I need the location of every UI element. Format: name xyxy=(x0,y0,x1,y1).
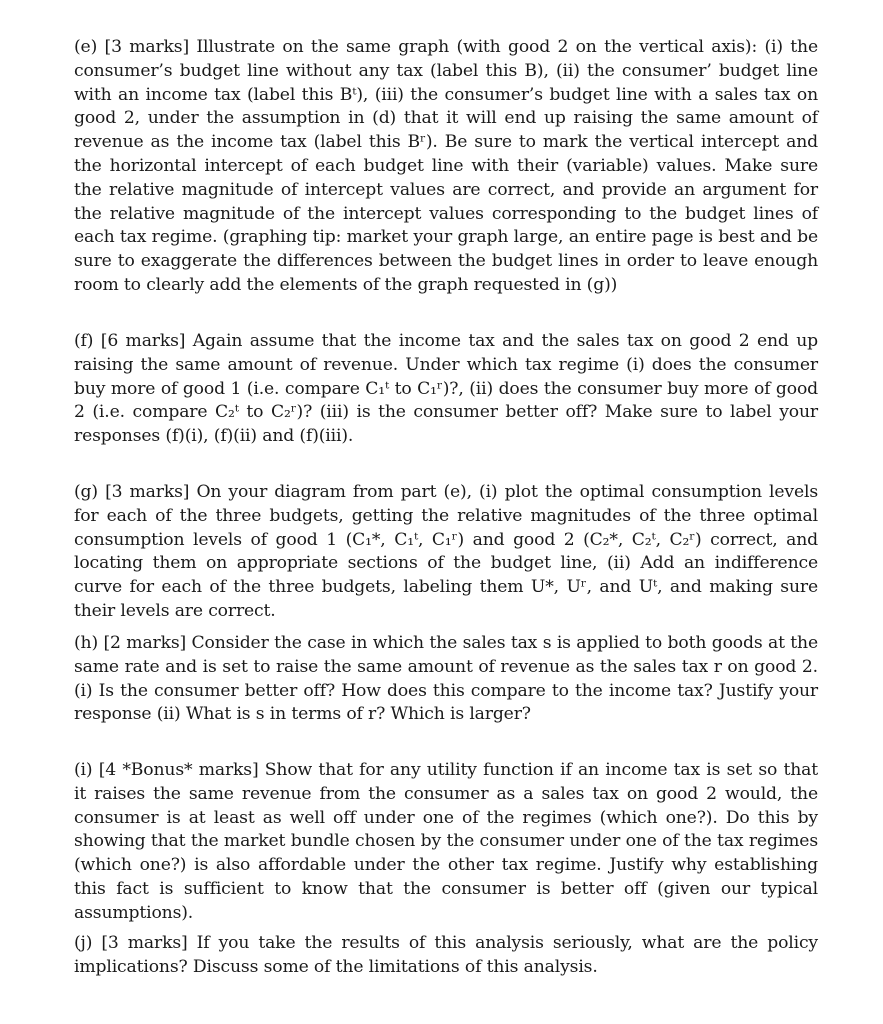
question-f-text: (f) [6 marks] Again assume that the income tax and the sales tax on good 2 end up raising the same amount of revenue. Under which tax regime (i) does the consumer buy more of good 1 (i.e. compare C₁ᵗ to C₁ʳ)?, (ii) does the consumer buy more of good 2 (i.e. compare C₂ᵗ to C₂ʳ)? (iii) is the consumer better off? Make sure to label your responses (f)(i), (f)(ii) and (f)(iii). xyxy=(74,331,818,447)
question-j xyxy=(74,932,818,980)
question-g-text: (g) [3 marks] On your diagram from part (e), (i) plot the optimal consumption levels for each of the three budgets, getting the relative magnitudes of the three optimal consumption levels of good 1 (C₁*, C₁ᵗ, C₁ʳ) and good 2 (C₂*, C₂ᵗ, C₂ʳ) correct, and locating them on appropriate sections of the budget line, (ii) Add an indifference curve for each of the three budgets, labeling them U*, Uʳ, and Uᵗ, and making sure their levels are correct. xyxy=(74,482,818,621)
question-h xyxy=(74,632,818,727)
question-i-text: (i) [4 *Bonus* marks] Show that for any utility function if an income tax is set so that it raises the same revenue from the consumer as a sales tax on good 2 would, the consumer is at least as well off under one of the regimes (which one?). Do this by showing that the market bundle chosen by the consumer under one of the tax regimes (which one?) is also affordable under the other tax regime. Justify why establishing this fact is sufficient to know that the consumer is better off (given our typical assumptions). xyxy=(74,760,818,923)
question-e xyxy=(74,36,818,298)
question-h-text: (h) [2 marks] Consider the case in which the sales tax s is applied to both goods at the same rate and is set to raise the same amount of revenue as the sales tax r on good 2. (i) Is the consumer better off? How does this compare to the income tax? Justify your response (ii) What is s in terms of r? Which is larger? xyxy=(74,633,818,725)
question-f xyxy=(74,330,818,449)
question-e-text: (e) [3 marks] Illustrate on the same graph (with good 2 on the vertical axis): (i) the consumer’s budget line without any tax (label this B), (ii) the consumer’ budget line with an income tax (label this Bᵗ), (iii) the consumer’s budget line with a sales tax on good 2, under the assumption in (d) that it will end up raising the same amount of revenue as the income tax (label this Bʳ). Be sure to mark the vertical intercept and the horizontal intercept of each budget line with their (variable) values. Make sure the relative magnitude of intercept values are correct, and provide an argument for the relative magnitude of the intercept values corresponding to the budget lines of each tax regime. (graphing tip: market your graph large, an entire page is best and be sure to exaggerate the differences between the budget lines in order to leave enough room to clearly add the elements of the graph requested in (g)) xyxy=(74,37,818,295)
question-i xyxy=(74,759,818,926)
question-g xyxy=(74,481,818,624)
question-j-text: (j) [3 marks] If you take the results of this analysis seriously, what are the policy implications? Discuss some of the limitations of this analysis. xyxy=(74,933,818,977)
